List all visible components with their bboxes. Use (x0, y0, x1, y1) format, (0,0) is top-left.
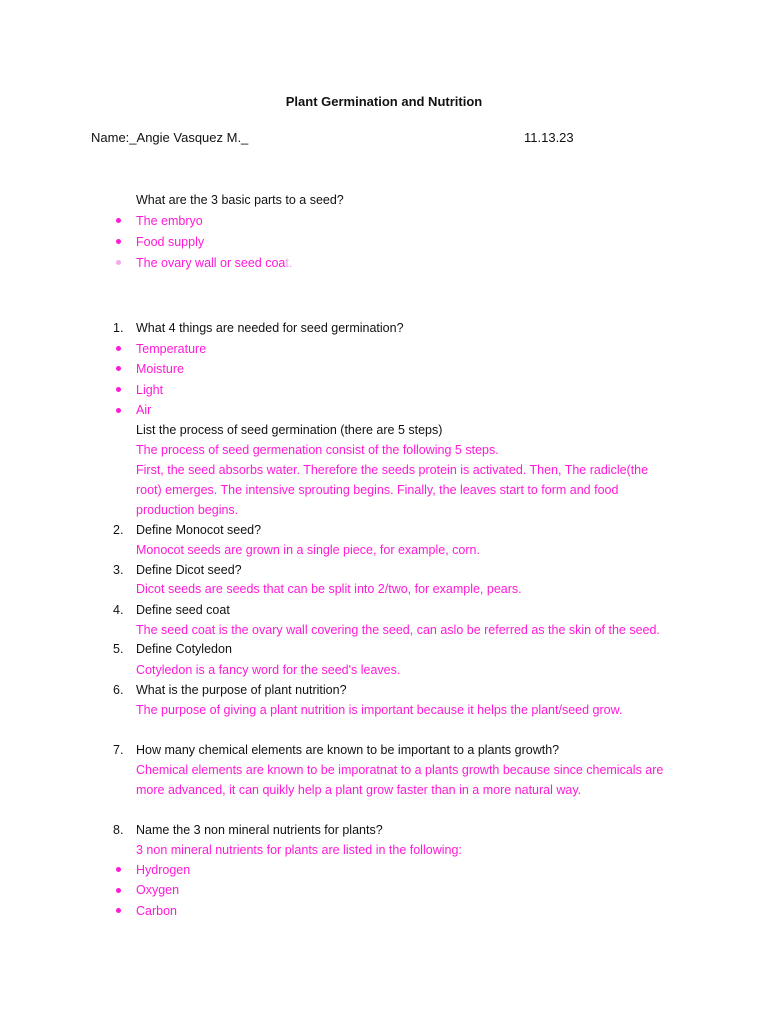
question-number-8: 8. (113, 823, 124, 837)
question-number-3: 3. (113, 563, 124, 577)
bullet-icon (116, 387, 121, 392)
question-number-4: 4. (113, 603, 124, 617)
q1-answer-1: Temperature (136, 342, 207, 356)
q1-sub-question: List the process of seed germination (there are 5 steps) (136, 423, 443, 437)
question-8: Name the 3 non mineral nutrients for plants? (136, 823, 383, 837)
student-name: Name:_Angie Vasquez M._ (91, 130, 249, 145)
question-7: How many chemical elements are known to be important to a plants growth? (136, 743, 560, 757)
question-number-5: 5. (113, 642, 124, 656)
q7-answer-line-2: more advanced, it can quikly help a plant grow faster than in a more natural way. (136, 783, 582, 797)
question-6: What is the purpose of plant nutrition? (136, 683, 347, 697)
q1-sub-answer-line-4: production begins. (136, 503, 239, 517)
q1-answer-3: Light (136, 383, 164, 397)
intro-answer-3-tail: t. (285, 256, 293, 270)
q8-answer-3: Carbon (136, 904, 177, 918)
date: 11.13.23 (524, 130, 574, 145)
q7-answer-line-1: Chemical elements are known to be imporatnat to a plants growth because since chemicals are (136, 763, 664, 777)
q1-answer-4: Air (136, 403, 152, 417)
q4-answer: The seed coat is the ovary wall covering the seed, can aslo be referred as the skin of the seed. (136, 623, 660, 637)
bullet-icon (116, 239, 121, 244)
question-number-1: 1. (113, 321, 124, 335)
q1-sub-answer-line-2: First, the seed absorbs water. Therefore the seeds protein is activated. Then, The radicle(the (136, 463, 649, 477)
question-number-7: 7. (113, 743, 124, 757)
intro-question: What are the 3 basic parts to a seed? (136, 193, 344, 207)
q1-answer-2: Moisture (136, 362, 184, 376)
q8-answer-1: Hydrogen (136, 863, 191, 877)
bullet-icon (116, 346, 121, 351)
page-title: Plant Germination and Nutrition (285, 94, 483, 109)
q5-answer: Cotyledon is a fancy word for the seed's leaves. (136, 663, 401, 677)
bullet-icon (116, 366, 121, 371)
q1-sub-answer-line-3: root) emerges. The intensive sprouting begins. Finally, the leaves start to form and food (136, 483, 619, 497)
question-number-6: 6. (113, 683, 124, 697)
q1-sub-answer-line-1: The process of seed germenation consist of the following 5 steps. (136, 443, 499, 457)
question-5: Define Cotyledon (136, 642, 232, 656)
intro-answer-2: Food supply (136, 235, 205, 249)
question-4: Define seed coat (136, 603, 230, 617)
question-number-2: 2. (113, 523, 124, 537)
question-3: Define Dicot seed? (136, 563, 242, 577)
q2-answer: Monocot seeds are grown in a single piece, for example, corn. (136, 543, 480, 557)
q3-answer: Dicot seeds are seeds that can be split into 2/two, for example, pears. (136, 582, 522, 596)
bullet-icon (116, 408, 121, 413)
bullet-icon (116, 867, 121, 872)
intro-answer-1: The embryo (136, 214, 203, 228)
question-2: Define Monocot seed? (136, 523, 262, 537)
intro-answer-3 (136, 255, 292, 271)
q8-answer-2: Oxygen (136, 883, 180, 897)
q6-answer: The purpose of giving a plant nutrition is important because it helps the plant/seed grow. (136, 703, 623, 717)
bullet-icon (116, 218, 121, 223)
bullet-icon (116, 260, 121, 265)
bullet-icon (116, 908, 121, 913)
bullet-icon (116, 888, 121, 893)
question-1: What 4 things are needed for seed germination? (136, 321, 404, 335)
intro-answer-3-text: The ovary wall or seed coa (136, 256, 286, 270)
q8-answer-intro: 3 non mineral nutrients for plants are listed in the following: (136, 843, 462, 857)
